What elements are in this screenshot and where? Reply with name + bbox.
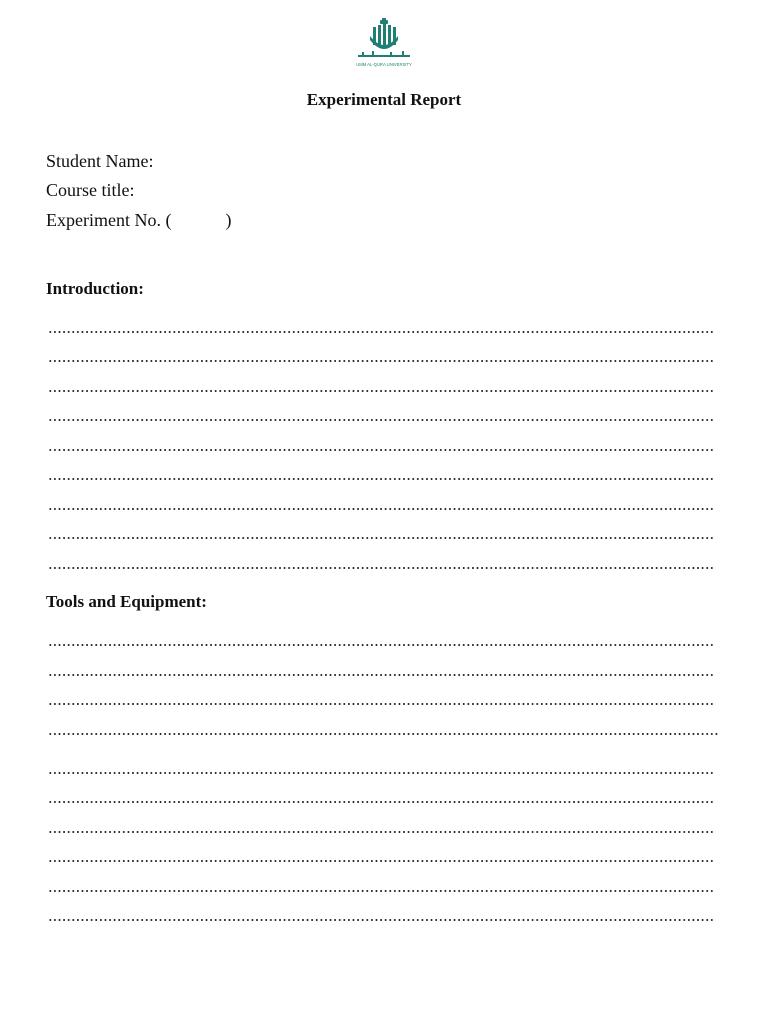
dotted-line	[48, 390, 715, 392]
university-logo-icon	[350, 18, 418, 70]
dotted-line	[48, 567, 715, 569]
dotted-line	[48, 644, 715, 646]
tools-equipment-heading: Tools and Equipment:	[46, 592, 207, 611]
course-title-label: Course title:	[46, 180, 135, 200]
dotted-line	[48, 508, 715, 510]
experiment-number-label: Experiment No. ( )	[46, 210, 232, 230]
dotted-line	[48, 419, 715, 421]
student-name-label: Student Name:	[46, 151, 154, 171]
dotted-line	[48, 478, 715, 480]
dotted-line	[48, 674, 715, 676]
dotted-line	[48, 890, 715, 892]
logo-english-text: UMM AL-QURA UNIVERSITY	[356, 62, 412, 67]
dotted-line	[48, 331, 715, 333]
dotted-line	[48, 703, 715, 705]
dotted-line	[48, 360, 715, 362]
dotted-line	[48, 919, 715, 921]
dotted-line	[48, 537, 715, 539]
dotted-line	[48, 733, 720, 735]
dotted-line	[48, 860, 715, 862]
dotted-line	[48, 772, 715, 774]
university-logo	[350, 18, 418, 70]
dotted-line	[48, 449, 715, 451]
dotted-line	[48, 831, 715, 833]
page-title: Experimental Report	[306, 90, 462, 109]
dotted-line	[48, 801, 715, 803]
introduction-heading: Introduction:	[46, 279, 144, 298]
